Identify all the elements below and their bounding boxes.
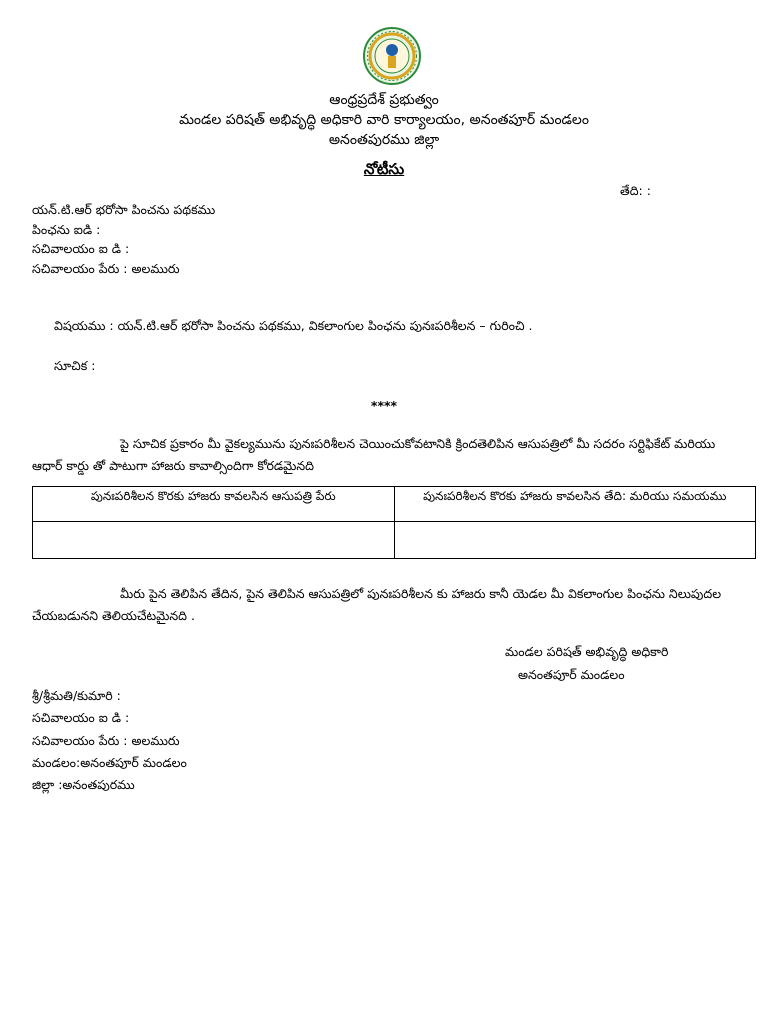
paragraph-warning: మీరు పైన తెలిపిన తేదిన, పైన తెలిపిన ఆసుపత్రిలో పునఃపరిశీలన కు హాజరు కానీ యెడల మీ వికలాంగుల పింఛను నిలుపుదల చేయబడునని తెలియచేటమైనది . bbox=[32, 586, 722, 623]
secretariat-id-field: సచివాలయం ఐ డి : bbox=[32, 241, 130, 256]
recipient-mandal: మండలం:అనంతపూర్ మండలం bbox=[32, 755, 187, 770]
separator: **** bbox=[370, 398, 398, 413]
recipient-district: జిల్లా :అనంతపురము bbox=[32, 777, 135, 792]
table-cell-hospital bbox=[33, 522, 395, 559]
table-header-date-time: పునఃపరిశీలన కొరకు హాజరు కావలసిన తేది: మరియు సమయము bbox=[394, 487, 756, 522]
paragraph-instruction: పై సూచిక ప్రకారం మీ వైకల్యమును పునఃపరిశీలన చెయించుకోవటానికి క్రిందతెలిపిన ఆసుపత్రిలో మీ సదరం సర్టిఫికేట్ మరియు ఆధార్ కార్డు తో పాటుగా హాజరు కావాల్సిందిగా కోరడమైనది bbox=[32, 436, 716, 473]
district-title: అనంతపురము జిల్లా bbox=[328, 132, 440, 148]
notice-heading: నోటీసు bbox=[363, 160, 405, 178]
hospital-schedule-table bbox=[32, 486, 756, 559]
date-field: తేది: : bbox=[620, 183, 651, 198]
recipient-name: శ్రీ/శ్రీమతి/కుమారి : bbox=[32, 688, 121, 703]
table-cell-date-time bbox=[394, 522, 756, 559]
office-title: మండల పరిషత్ అభివృద్ధి అధికారి వారి కార్యాలయం, అనంతపూర్ మండలం bbox=[179, 112, 589, 128]
government-seal-icon bbox=[362, 26, 422, 86]
signatory-place: అనంతపూర్ మండలం bbox=[518, 667, 625, 682]
table-header-hospital: పునఃపరిశీలన కొరకు హాజరు కావలసిన ఆసుపత్రి పేరు bbox=[33, 487, 395, 522]
secretariat-name-field: సచివాలయం పేరు : అలమురు bbox=[32, 261, 180, 276]
signatory-title: మండల పరిషత్ అభివృద్ధి అధికారి bbox=[505, 644, 669, 659]
government-title: ఆంధ్రప్రదేశ్ ప్రభుత్వం bbox=[329, 92, 439, 108]
subject-line: విషయము : యన్.టి.ఆర్ భరోసా పించను పథకము, వికలాంగుల పింఛను పునఃపరిశీలన – గురించి . bbox=[54, 318, 533, 333]
recipient-secretariat-id: సచివాలయం ఐ డి : bbox=[32, 710, 130, 725]
table-header-row bbox=[33, 487, 756, 522]
scheme-name: యన్.టి.ఆర్ భరోసా పించను పథకము bbox=[32, 202, 216, 217]
reference-line: సూచిక : bbox=[54, 358, 96, 373]
pension-id-field: పింఛను ఐడి : bbox=[32, 222, 101, 237]
table-row bbox=[33, 522, 756, 559]
recipient-secretariat-name: సచివాలయం పేరు : అలమురు bbox=[32, 733, 180, 748]
